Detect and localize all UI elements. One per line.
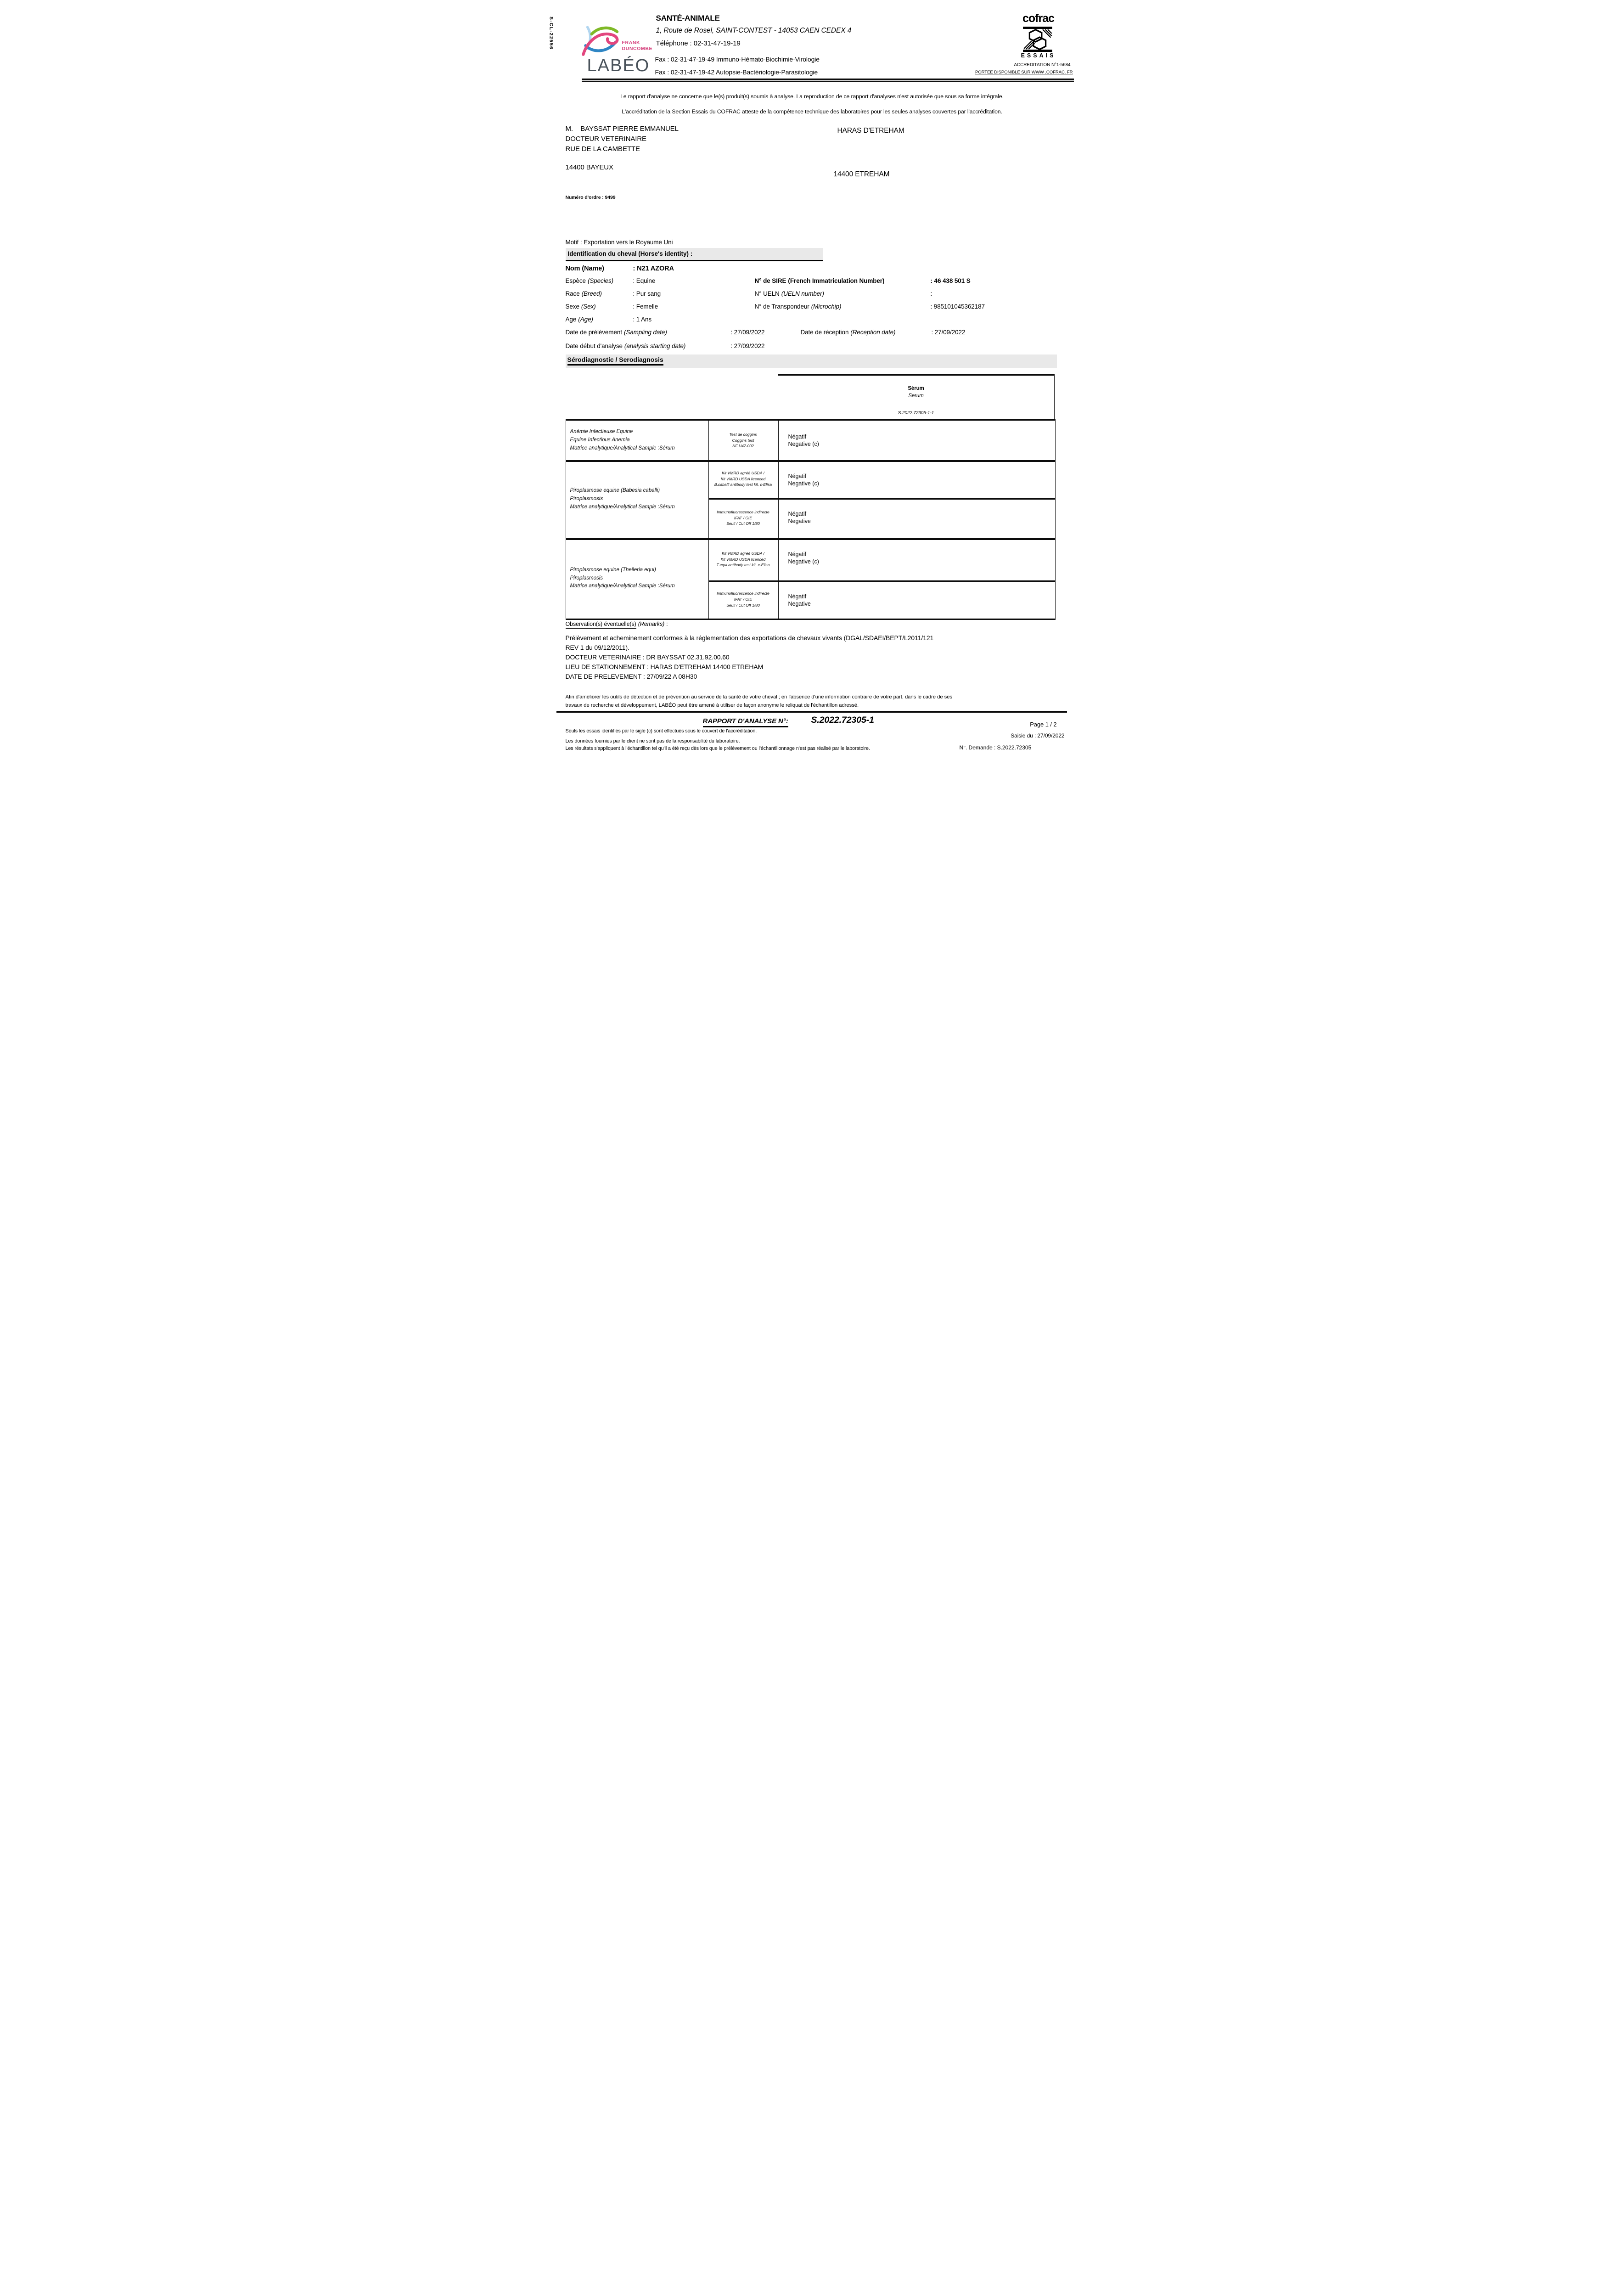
service-title: SANTÉ-ANIMALE xyxy=(656,14,720,23)
result-cell-theileria-elisa: Négatif Negative (c) xyxy=(788,551,819,565)
breed-value: : Pur sang xyxy=(633,290,661,297)
notice-line-1: Le rapport d'analyse ne concerne que le(s) produit(s) soumis à analyse. La reproduction de ce rapport d'analyses n'est autorisée que sous sa forme intégrale. xyxy=(620,93,1004,100)
sire-value: : 46 438 501 S xyxy=(930,277,971,284)
lab-fax-2: Fax : 02-31-47-19-42 Autopsie-Bactériologie-Parasitologie xyxy=(655,68,818,76)
logo-wordmark: LABÉO xyxy=(587,56,650,75)
recipient-city: 14400 BAYEUX xyxy=(565,163,613,171)
privacy-note-line-1: Afin d'améliorer les outils de détection et de prévention au service de la santé de votre cheval ; en l'absence d'une information contraire de votre part, dans le cadre de ses xyxy=(565,694,953,700)
matrix-label-en: Serum xyxy=(908,393,924,399)
serology-section-title: Sérodiagnostic / Serodiagnosis xyxy=(567,356,663,366)
result-cell-babesia-elisa: Négatif Negative (c) xyxy=(788,473,819,487)
remarks-line-4: LIEU DE STATIONNEMENT : HARAS D'ETREHAM 14400 ETREHAM xyxy=(565,663,764,670)
report-number-label: RAPPORT D'ANALYSE N°: xyxy=(703,717,788,727)
privacy-note-line-2: travaux de recherche et développement, LABÉO peut être amené à utiliser de façon anonyme le reliquat de l'échantillon adressé. xyxy=(565,703,859,708)
cofrac-emblem-icon xyxy=(1022,27,1054,52)
remarks-line-2: REV 1 du 09/12/2011). xyxy=(565,644,629,651)
serology-section-header xyxy=(566,355,1057,368)
entry-date: Saisie du : 27/09/2022 xyxy=(1011,732,1065,739)
remarks-line-1: Prélèvement et acheminement conformes à la réglementation des exportations de chevaux vivants (DGAL/SDAEI/BEPT/L2011/121 xyxy=(565,634,934,642)
result-cell-theileria-ifat: Négatif Negative xyxy=(788,593,811,607)
method-cell-babesia-elisa: Kit VMRD agréé USDA / Kit VMRD USDA licenced B.caballi antibody test kit, c-Elisa xyxy=(714,470,772,487)
remarks-line-3: DOCTEUR VETERINAIRE : DR BAYSSAT 02.31.92.00.60 xyxy=(565,653,730,661)
serum-column-header xyxy=(778,374,1055,419)
accreditation-scope-link: PORTEE DISPONIBLE SUR WWW .COFRAC. FR xyxy=(975,70,1073,75)
document-code: S-CL-22556 xyxy=(548,17,554,50)
age-value: : 1 Ans xyxy=(633,316,652,323)
header-divider xyxy=(582,79,1074,82)
lab-address: 1, Route de Rosel, SAINT-CONTEST - 14053 CAEN CEDEX 4 xyxy=(656,27,852,34)
identity-section-title: Identification du cheval (Horse's identity) : xyxy=(567,250,693,257)
sampling-date-value: : 27/09/2022 xyxy=(730,329,765,336)
accreditation-note: Seuls les essais identifiés par le sigle (c) sont effectués sous le couvert de l'accréditation. xyxy=(565,728,757,734)
sex-label: Sexe (Sex) xyxy=(565,303,596,310)
serology-table xyxy=(566,419,1056,620)
notice-line-2: L'accréditation de la Section Essais du COFRAC atteste de la compétence technique des laboratoires pour les seules analyses couvertes par l'accréditation. xyxy=(622,108,1002,115)
recipient-street: RUE DE LA CAMBETTE xyxy=(565,145,640,153)
results-scope-note: Les résultats s'appliquent à l'échantillon tel qu'il a été reçu dès lors que le prélèvement ou l'échantillonnage n'est pas réalisé par le laboratoire. xyxy=(565,746,870,751)
report-page xyxy=(541,0,1082,765)
identity-section-header xyxy=(566,248,823,261)
ueln-value: : xyxy=(930,290,932,297)
microchip-value: : 985101045362187 xyxy=(930,303,985,310)
age-label: Age (Age) xyxy=(565,316,593,323)
lab-phone: Téléphone : 02-31-47-19-19 xyxy=(656,39,741,47)
disease-cell-babesia: Piroplasmose equine (Babesia caballi) Piroplasmosis Matrice analytique/Analytical Sample :Sérum xyxy=(570,488,675,510)
species-value: : Equine xyxy=(633,277,656,284)
analysis-start-date-value: : 27/09/2022 xyxy=(730,343,765,349)
page-indicator: Page 1 / 2 xyxy=(1030,721,1057,728)
method-cell-theileria-elisa: Kit VMRD agréé USDA / Kit VMRD USDA licenced T.equi antibody test kit, c-Elisa xyxy=(716,551,770,568)
result-cell-babesia-ifat: Négatif Negative xyxy=(788,511,811,524)
sex-value: : Femelle xyxy=(633,303,658,310)
microchip-label: N° de Transpondeur (Microchip) xyxy=(754,303,842,310)
method-cell-babesia-ifat: Immunofluorescence indirecte IFAT / OIE Seuil / Cut Off 1/80 xyxy=(717,509,769,526)
request-number: N°. Demande : S.2022.72305 xyxy=(958,744,1032,751)
stable-name: HARAS D'ETREHAM xyxy=(837,127,904,135)
logo-brand-line1: FRANK xyxy=(622,40,640,45)
analysis-start-date-label: Date début d'analyse (analysis starting date) xyxy=(565,343,686,349)
method-cell-coggins: Test de coggins Coggins test NF U47-002 xyxy=(729,432,757,449)
lab-fax-1: Fax : 02-31-47-19-49 Immuno-Hémato-Biochimie-Virologie xyxy=(655,56,820,63)
labeo-ribbon-icon xyxy=(582,23,622,58)
method-cell-theileria-ifat: Immunofluorescence indirecte IFAT / OIE Seuil / Cut Off 1/80 xyxy=(717,591,769,608)
recipient-name: M. BAYSSAT PIERRE EMMANUEL xyxy=(565,125,679,133)
matrix-label-fr: Sérum xyxy=(908,386,924,391)
reception-date-label: Date de réception (Reception date) xyxy=(800,329,896,336)
report-number-value: S.2022.72305-1 xyxy=(811,715,874,725)
species-label: Espèce (Species) xyxy=(565,277,614,284)
order-number: Numéro d'ordre : 9499 xyxy=(565,195,616,200)
cofrac-wordmark: cofrac xyxy=(1022,12,1055,25)
sampling-date-label: Date de prélèvement (Sampling date) xyxy=(565,329,667,336)
sample-id: S.2022.72305-1-1 xyxy=(898,411,934,416)
client-data-note: Les données fournies par le client ne sont pas de la responsabilité du laboratoire. xyxy=(565,738,740,744)
disease-cell-eia: Anémie Infectieuse Equine Equine Infectious Anemia Matrice analytique/Analytical Sample :Sérum xyxy=(570,429,675,451)
ueln-label: N° UELN (UELN number) xyxy=(754,290,824,297)
result-cell-coggins: Négatif Negative (c) xyxy=(788,433,819,447)
horse-name-value: : N21 AZORA xyxy=(633,265,674,272)
remarks-line-5: DATE DE PRELEVEMENT : 27/09/22 A 08H30 xyxy=(565,673,697,680)
logo-brand-line2: DUNCOMBE xyxy=(622,46,653,51)
remarks-header: Observation(s) éventuelle(s) (Remarks) : xyxy=(566,621,668,627)
sire-label: N° de SIRE (French Immatriculation Number) xyxy=(754,277,885,284)
motif-line: Motif : Exportation vers le Royaume Uni xyxy=(565,239,673,246)
accreditation-number: ACCREDITATION N°1-5684 xyxy=(1014,62,1071,68)
disease-cell-theileria: Piroplasmose equine (Theileria equi) Piroplasmosis Matrice analytique/Analytical Sample :Sérum xyxy=(570,567,675,589)
reception-date-value: : 27/09/2022 xyxy=(931,329,966,336)
footer-divider xyxy=(556,711,1067,713)
stable-city: 14400 ETREHAM xyxy=(833,170,890,178)
horse-name-label: Nom (Name) xyxy=(565,265,604,272)
recipient-title: DOCTEUR VETERINAIRE xyxy=(565,135,646,143)
breed-label: Race (Breed) xyxy=(565,290,602,297)
cofrac-section-label: ESSAIS xyxy=(1021,52,1056,59)
